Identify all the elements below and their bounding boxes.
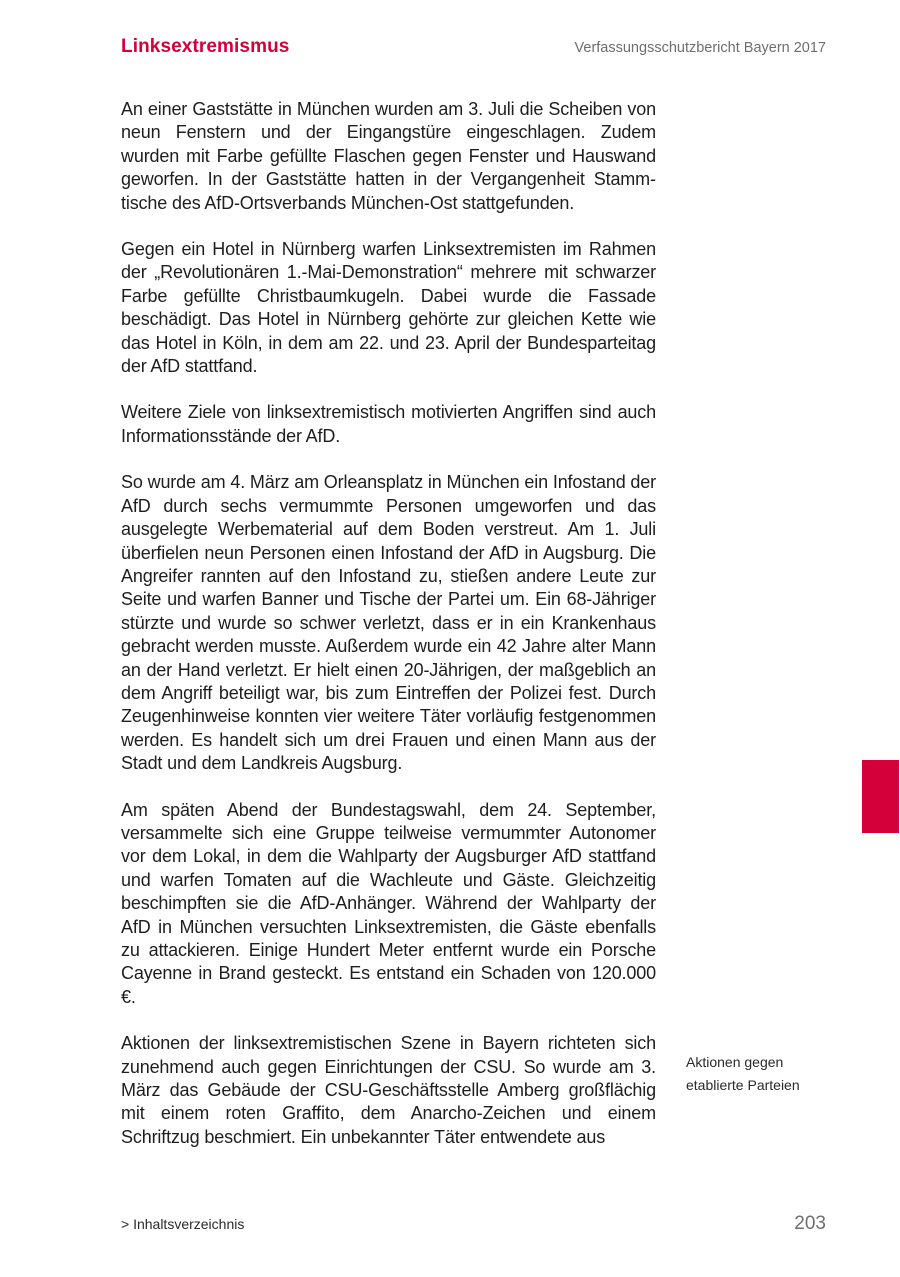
report-title: Verfassungsschutzbericht Bayern 2017: [574, 40, 826, 56]
margin-note: [686, 1051, 836, 1097]
paragraph-1: An einer Gaststätte in München wurden am 3. Juli die Scheiben von neun Fenstern und der Eingangstüre eingeschlagen. Zudem wurden mit Farbe gefüllte Flaschen gegen Fenster und Hauswand geworfen. In der Gaststätte hatten in der Vergangenheit Stammtische des AfD-Ortsverbands München-Ost stattgefunden.: [121, 99, 656, 213]
margin-note-line-1: Aktionen gegen: [686, 1054, 784, 1070]
chapter-marker-tab: [862, 760, 899, 833]
paragraph-3: Weitere Ziele von linksextremistisch motivierten Angriffen sind auch Informationsstände der AfD.: [121, 402, 656, 446]
paragraph-6: Aktionen der linksextremistischen Szene in Bayern richteten sich zunehmend auch gegen Einrichtungen der CSU. So wurde am 3. März das Gebäude der CSU-Geschäftsstelle Amberg großflächig mit einem roten Graffito, dem Anarcho-Zeichen und einem Schriftzug beschmiert. Ein unbekannter Täter entwendete aus: [121, 1033, 656, 1147]
section-title: Linksextremismus: [121, 36, 290, 57]
body-text: [121, 98, 656, 1172]
page-number: 203: [794, 1213, 826, 1234]
table-of-contents-link[interactable]: > Inhaltsverzeichnis: [121, 1216, 245, 1232]
paragraph-2: Gegen ein Hotel in Nürnberg warfen Linksextremisten im Rahmen der „Revolutionären 1.-Mai-Demonstration“ mehrere mit schwarzer Farbe gefüllte Christbaumkugeln. Dabei wurde die Fassade beschädigt. Das Hotel in Nürnberg gehörte zur gleichen Kette wie das Hotel in Köln, in dem am 22. und 23. April der Bundesparteitag der AfD stattfand.: [121, 239, 656, 377]
paragraph-4: So wurde am 4. März am Orleansplatz in München ein Infostand der AfD durch sechs vermummte Personen umgeworfen und das ausgelegte Werbematerial auf dem Boden verstreut. Am 1. Juli überfielen neun Personen einen Infostand der AfD in Augsburg. Die Angreifer rannten auf den Infostand zu, stießen andere Leute zur Seite und warfen Banner und Tische der Partei um. Ein 68-Jähriger stürzte und wurde so schwer verletzt, dass er in ein Krankenhaus gebracht werden musste. Außerdem wurde ein 42 Jahre alter Mann an der Hand verletzt. Er hielt einen 20-Jährigen, der maßgeblich an dem Angriff beteiligt war, bis zum Eintreffen der Polizei fest. Durch Zeugenhinweise konnten vier weitere Täter vorläufig festgenommen werden. Es handelt sich um drei Frauen und einen Mann aus der Stadt und dem Landkreis Augsburg.: [121, 472, 656, 774]
paragraph-5: Am späten Abend der Bundestagswahl, dem 24. September, versammelte sich eine Gruppe teilweise vermummter Autonomer vor dem Lokal, in dem die Wahlparty der Augsburger AfD stattfand und warfen Tomaten auf die Wachleute und Gäste. Gleichzeitig beschimpften sie die AfD-Anhänger. Während der Wahlparty der AfD in München versuchten Linksextremisten, die Gäste ebenfalls zu attackieren. Einige Hundert Meter entfernt wurde ein Porsche Cayenne in Brand gesteckt. Es entstand ein Schaden von 120.000 €.: [121, 799, 656, 1007]
margin-note-line-2: etablierte Parteien: [686, 1077, 800, 1093]
